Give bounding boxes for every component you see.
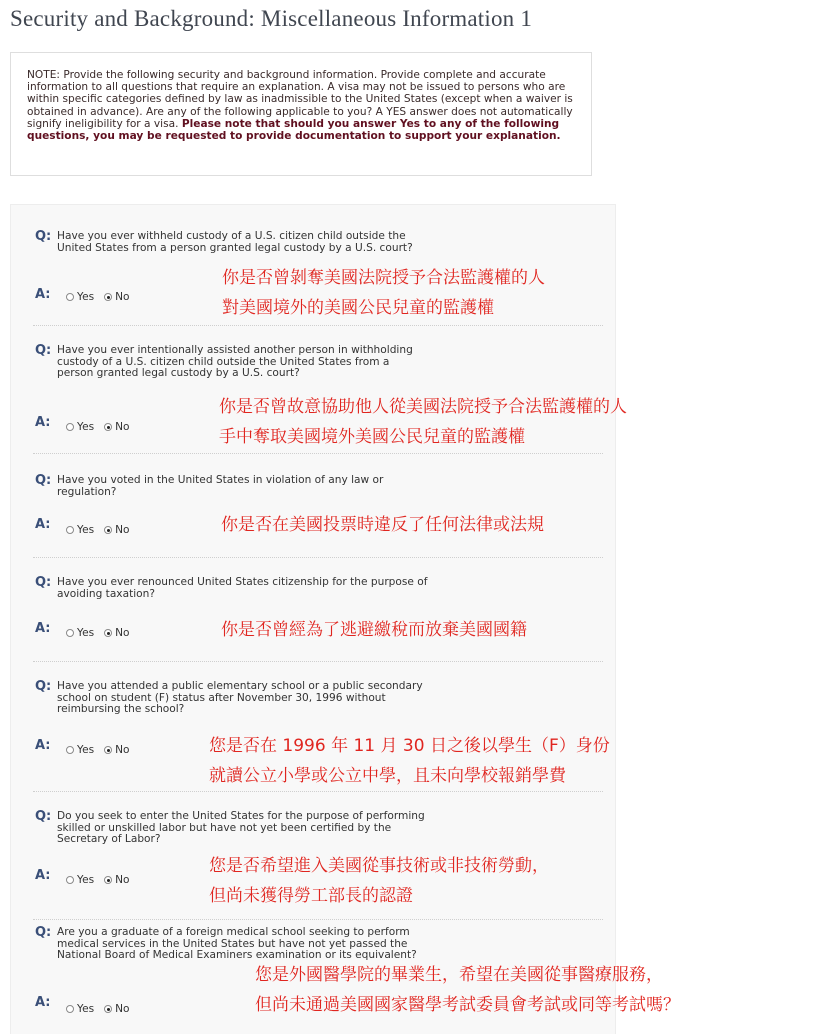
radio-yes[interactable] — [66, 746, 74, 754]
answer-radio-group — [66, 627, 130, 639]
radio-no-label[interactable]: No — [115, 291, 130, 303]
question-text: Are you a graduate of a foreign medical school seeking to perform medical services in the United States but have not yet passed the National Board of Medical Examiners examination or its equivalent? — [57, 926, 417, 962]
answer-radio-group — [66, 874, 130, 886]
question-marker: Q: — [35, 925, 52, 940]
radio-no-label[interactable]: No — [115, 421, 130, 433]
translation-line: 手中奪取美國境外美國公民兒童的監護權 — [219, 427, 525, 447]
radio-no[interactable] — [104, 423, 112, 431]
translation-line: 但尚未通過美國國家醫學考試委員會考試或同等考試嗎？ — [255, 995, 680, 1015]
translation-line: 你是否曾故意協助他人從美國法院授予合法監護權的人 — [219, 397, 627, 417]
translation-line: 你是否在美國投票時違反了任何法律或法規 — [221, 515, 544, 535]
divider — [33, 919, 603, 920]
radio-yes[interactable] — [66, 629, 74, 637]
question-text: Have you attended a public elementary school or a public secondary school on student (F) status after November 30, 1996 without reimbursing the school? — [57, 680, 423, 716]
question-text: Have you ever renounced United States citizenship for the purpose of avoiding taxation? — [57, 576, 428, 600]
answer-marker: A: — [35, 995, 51, 1010]
translation-line: 您是外國醫學院的畢業生，希望在美國從事醫療服務， — [255, 965, 663, 985]
answer-radio-group — [66, 744, 130, 756]
radio-yes[interactable] — [66, 423, 74, 431]
answer-marker: A: — [35, 287, 51, 302]
translation-line: 您是否在 1996 年 11 月 30 日之後以學生（F）身份 — [209, 736, 610, 756]
divider — [33, 791, 603, 792]
radio-yes-label[interactable]: Yes — [77, 421, 95, 433]
radio-yes-label[interactable]: Yes — [77, 1003, 95, 1015]
question-marker: Q: — [35, 809, 52, 824]
translation-line: 你是否曾剝奪美國法院授予合法監護權的人 — [222, 268, 545, 288]
radio-no[interactable] — [104, 526, 112, 534]
radio-yes-label[interactable]: Yes — [77, 627, 95, 639]
translation-line: 對美國境外的美國公民兒童的監護權 — [222, 298, 494, 318]
translation-line: 您是否希望進入美國從事技術或非技術勞動， — [209, 856, 549, 876]
question-marker: Q: — [35, 229, 52, 244]
answer-marker: A: — [35, 517, 51, 532]
divider — [33, 661, 603, 662]
answer-marker: A: — [35, 738, 51, 753]
radio-no[interactable] — [104, 876, 112, 884]
question-marker: Q: — [35, 343, 52, 358]
answer-radio-group — [66, 291, 130, 303]
translation-line: 但尚未獲得勞工部長的認證 — [209, 886, 413, 906]
radio-no[interactable] — [104, 746, 112, 754]
radio-no-label[interactable]: No — [115, 524, 130, 536]
question-text: Do you seek to enter the United States for the purpose of performing skilled or unskilled labor but have not yet been certified by the Secretary of Labor? — [57, 810, 425, 846]
questions-panel — [10, 204, 627, 1034]
radio-yes[interactable] — [66, 526, 74, 534]
divider — [33, 453, 603, 454]
radio-no[interactable] — [104, 293, 112, 301]
divider — [33, 325, 603, 326]
radio-no-label[interactable]: No — [115, 1003, 130, 1015]
translation-line: 就讀公立小學或公立中學，且未向學校報銷學費 — [209, 766, 566, 786]
note-body: NOTE: Provide the following security and background information. Provide complete and accurate information to all questions that require an explanation. A visa may not be issued to persons who are within specific categories defined by law as inadmissible to the United States (except when a waiver is obtained in advance). Are any of the following applicable to you? A YES answer does not automatically signify ineligibility for a visa. — [27, 69, 573, 130]
radio-no-label[interactable]: No — [115, 874, 130, 886]
answer-radio-group — [66, 1003, 130, 1015]
radio-yes-label[interactable]: Yes — [77, 291, 95, 303]
radio-yes-label[interactable]: Yes — [77, 524, 95, 536]
radio-yes-label[interactable]: Yes — [77, 744, 95, 756]
radio-yes-label[interactable]: Yes — [77, 874, 95, 886]
answer-radio-group — [66, 421, 130, 433]
question-marker: Q: — [35, 679, 52, 694]
radio-yes[interactable] — [66, 1005, 74, 1013]
note-bold-warning: Please note that should you answer Yes to any of the following questions, you may be requested to provide documentation to support your explanation. — [27, 117, 561, 143]
answer-marker: A: — [35, 621, 51, 636]
note-box — [10, 52, 592, 176]
radio-no-label[interactable]: No — [115, 744, 130, 756]
question-marker: Q: — [35, 473, 52, 488]
radio-no-label[interactable]: No — [115, 627, 130, 639]
question-text: Have you ever withheld custody of a U.S. citizen child outside the United States from a person granted legal custody by a U.S. court? — [57, 230, 413, 254]
translation-line: 你是否曾經為了逃避繳稅而放棄美國國籍 — [221, 620, 527, 640]
page-title: Security and Background: Miscellaneous Information 1 — [10, 6, 533, 31]
divider — [33, 557, 603, 558]
question-marker: Q: — [35, 575, 52, 590]
radio-no[interactable] — [104, 629, 112, 637]
question-text: Have you voted in the United States in violation of any law or regulation? — [57, 474, 384, 498]
radio-no[interactable] — [104, 1005, 112, 1013]
question-text: Have you ever intentionally assisted another person in withholding custody of a U.S. citizen child outside the United States from a person granted legal custody by a U.S. court? — [57, 344, 413, 380]
answer-marker: A: — [35, 415, 51, 430]
radio-yes[interactable] — [66, 876, 74, 884]
answer-radio-group — [66, 524, 130, 536]
radio-yes[interactable] — [66, 293, 74, 301]
note-text — [27, 69, 587, 142]
answer-marker: A: — [35, 868, 51, 883]
